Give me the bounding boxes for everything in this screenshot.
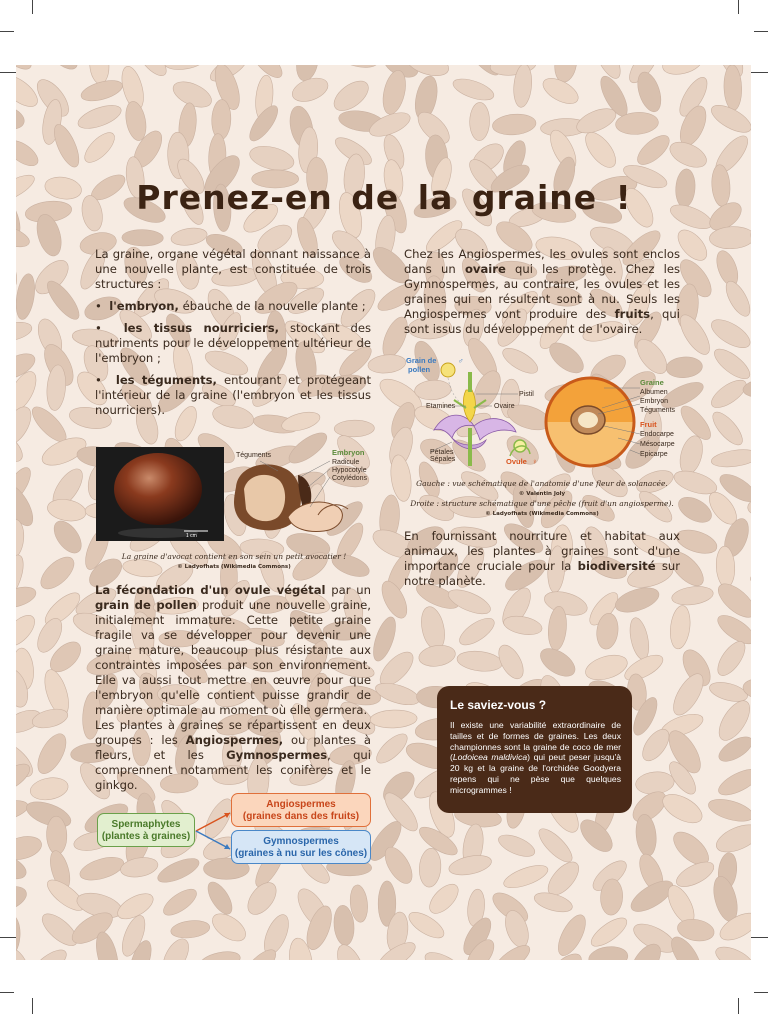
bio-text-2: sur notre planète. — [404, 559, 680, 588]
label-etamines: Etamines — [426, 403, 456, 410]
flower-credit-2: © Ladyofhats (Wikimedia Commons) — [485, 511, 599, 517]
page-title: Prenez-en de la graine ! — [136, 178, 632, 217]
avocado-caption-text: La graine d'avocat contient en son sein un petit avocatier ! — [121, 552, 347, 561]
bullet-teguments-text: entourant et protégeant l'intérieur de la graine (l'embryon et les tissus nourriciers). — [95, 373, 371, 417]
saviez-text-2: ) qui peut peser jusqu'à 20 kg et la graine de l'orchidée Goodyera repens qui ne pèse que quelques microgrammes ! — [450, 752, 621, 795]
flower-caption-2: Droite : structure schématique d'une pêche (fruit d'un angiosperme). — [410, 499, 674, 508]
angio-bold-2: fruits — [614, 307, 651, 321]
saviez-vous-text — [450, 720, 621, 796]
label-cotyledons: Cotylédons — [332, 475, 368, 482]
bullet-embryon: • l'embryon, ébauche de la nouvelle plante ; — [95, 299, 366, 313]
angio-text-1: Chez les Angiospermes, les ovules sont enclos dans un — [404, 247, 680, 276]
fecondation-text-2: produit une nouvelle graine, initialement immature. Cette petite graine fragile va se développer pour devenir une graine mature, beaucoup plus résistante aux contraintes imposées par son environnement. Elle va aussi tout mettre en œuvre pour que l'embryon qu'elle contient puisse grandir de manière optimale au moment où elle germera. — [95, 598, 371, 717]
angio-text-3: , qui sont issus du développement de l'ovaire. — [404, 307, 680, 336]
right-column-intro — [404, 247, 680, 337]
spermaphytes-line1: Spermaphytes — [111, 819, 181, 830]
saviez-vous-title: Le saviez-vous ? — [450, 698, 547, 712]
groupes-text-3: , qui comprennent notamment les conifères et le ginkgo. — [95, 748, 371, 792]
bullet-embryon-text: ébauche de la nouvelle plante ; — [178, 299, 366, 313]
bullet-embryon-bold: l'embryon, — [109, 299, 179, 313]
saviez-italic: Lodoicea maldivica — [452, 752, 528, 763]
groupes-paragraph — [95, 718, 371, 793]
bullet-tissus-text: stockant des nutriments pour le développement ultérieur de l'embryon ; — [95, 321, 371, 365]
label-pollen: pollen — [408, 365, 431, 374]
label-teguments-peach: Téguments — [640, 407, 676, 414]
classification-arrows — [194, 808, 234, 854]
label-hypocotyle: Hypocotyle — [332, 467, 367, 474]
spermaphytes-box — [97, 813, 195, 847]
fecondation-text-1: par un — [325, 583, 371, 597]
label-sepales: Sépales — [430, 456, 456, 463]
gymnospermes-line1: Gymnospermes — [263, 836, 339, 847]
intro-paragraph: La graine, organe végétal donnant naissance à une nouvelle plante, est constituée de trois structures : — [95, 247, 371, 291]
groupes-text-1: Les plantes à graines se répartissent en deux groupes : les — [95, 718, 371, 747]
avocado-credit: © Ladyofhats (Wikimedia Commons) — [177, 564, 291, 570]
label-ovaire: Ovaire — [494, 403, 515, 410]
avocado-caption — [96, 552, 372, 572]
flower-caption-1: Gauche : vue schématique de l'anatomie d'une fleur de solanacée. — [416, 479, 668, 488]
angiospermes-line1: Angiospermes — [266, 799, 336, 810]
label-grain-de: Grain de — [406, 356, 437, 365]
label-embryon: Embryon — [332, 448, 365, 457]
label-ovule: Ovule — [506, 457, 527, 466]
avocado-diagram — [228, 447, 373, 537]
groupes-bold-1: Angiospermes, — [185, 733, 284, 747]
male-symbol: ♂ — [458, 356, 464, 365]
flower-caption — [404, 479, 680, 519]
fecondation-bold-2: grain de pollen — [95, 598, 197, 612]
saviez-vous-box — [437, 686, 632, 813]
label-petales: Pétales — [430, 449, 454, 456]
groupes-text-2: ou plantes à fleurs, et les — [95, 733, 371, 762]
scale-label: 1 cm — [186, 533, 197, 539]
female-symbol: ♀ — [532, 457, 538, 466]
fecondation-text — [95, 583, 371, 793]
flower-peach-diagram — [404, 350, 680, 475]
label-graine: Graine — [640, 378, 664, 387]
bullet-teguments-bold: les téguments, — [115, 373, 217, 387]
label-fruit: Fruit — [640, 420, 657, 429]
saviez-text-1: Il existe une variabilité extraordinaire de tailles et de formes de graines. Les deux championnes sont la graine de coco de mer ( — [450, 720, 621, 763]
spermaphytes-line2: (plantes à graines) — [101, 831, 191, 842]
gymnospermes-box — [231, 830, 371, 864]
label-albumen: Albumen — [640, 389, 668, 396]
angio-text-2: qui les protège. Chez les Gymnospermes, au contraire, les ovules et les graines qui en résultent sont à nu. Seuls les Angiospermes vont produire des — [404, 262, 680, 321]
angiospermes-box — [231, 793, 371, 827]
biodiversite-text — [404, 529, 680, 589]
fecondation-paragraph — [95, 583, 371, 718]
flower-credit-1: © Valentin Joly — [518, 491, 566, 497]
angiospermes-line2: (graines dans des fruits) — [242, 811, 360, 822]
biodiversite-paragraph — [404, 529, 680, 589]
bullet-tissus: • les tissus nourriciers, stockant des nutriments pour le développement ultérieur de l'embryon ; — [95, 321, 371, 365]
bio-text-1: En fournissant nourriture et habitat aux animaux, les plantes à graines sont d'une importance cruciale pour la — [404, 529, 680, 573]
label-radicule: Radicule — [332, 459, 360, 466]
bullet-tissus-bold: les tissus nourriciers, — [123, 321, 280, 335]
label-teguments: Téguments — [236, 452, 272, 459]
angiospermes-paragraph — [404, 247, 680, 337]
bullet-teguments: • les téguments, entourant et protégeant l'intérieur de la graine (l'embryon et les tissus nourriciers). — [95, 373, 371, 417]
label-embryon-peach: Embryon — [640, 398, 669, 405]
label-pistil: Pistil — [519, 391, 534, 398]
gymnospermes-line2: (graines à nu sur les cônes) — [234, 848, 368, 859]
label-endocarpe: Endocarpe — [640, 431, 674, 438]
left-column-intro — [95, 247, 371, 418]
fecondation-bold-1: La fécondation d'un ovule végétal — [95, 583, 326, 597]
bio-bold-1: biodiversité — [577, 559, 656, 573]
avocado-seed-photo — [96, 447, 224, 541]
angio-bold-1: ovaire — [464, 262, 506, 276]
groupes-bold-2: Gymnospermes — [226, 748, 328, 762]
label-epicarpe: Epicarpe — [640, 451, 668, 458]
label-mesocarpe: Mésocarpe — [640, 441, 675, 448]
